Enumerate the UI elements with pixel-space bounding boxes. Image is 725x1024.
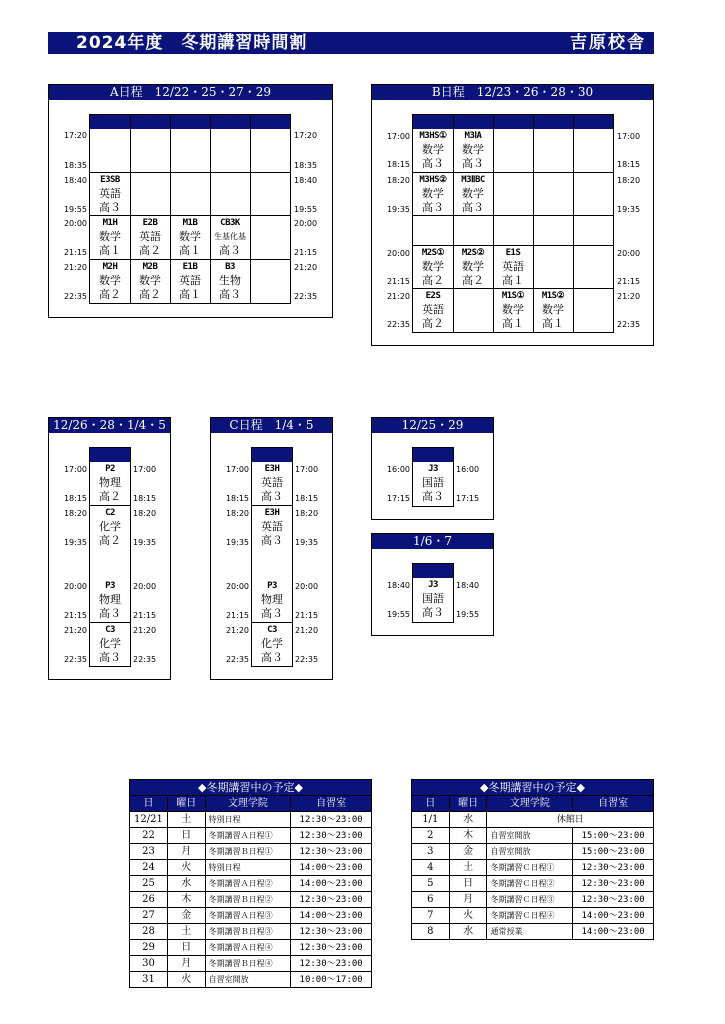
- column-header: 文理学院: [205, 796, 291, 812]
- table-caption: ◆冬期講習中の予定◆: [130, 780, 372, 796]
- date-cell: 25: [130, 876, 168, 892]
- weekday-cell: 木: [449, 828, 487, 844]
- time-label: 18:40: [386, 581, 410, 590]
- event-cell: 冬期講習Ｂ日程④: [205, 956, 291, 972]
- time-label: 22:35: [294, 292, 318, 301]
- date-cell: 8: [412, 924, 450, 940]
- class-cell: M2S② 数学 高２: [461, 248, 485, 287]
- class-cell: M3HS② 数学 高３: [419, 175, 447, 214]
- time-label: 19:35: [295, 538, 319, 547]
- weekday-cell: 土: [167, 812, 205, 828]
- time-label: 20:00: [133, 582, 157, 591]
- date-cell: 26: [130, 892, 168, 908]
- event-cell: 自習室開放: [487, 844, 573, 860]
- time-label: 21:20: [225, 626, 249, 635]
- event-cell: 冬期講習Ｂ日程①: [205, 844, 291, 860]
- study-room-cell: 15:00～23:00: [573, 844, 654, 860]
- table-row: [130, 972, 372, 988]
- column-header: 日: [130, 796, 168, 812]
- table-row: [130, 844, 372, 860]
- time-label: 17:00: [295, 465, 319, 474]
- study-room-cell: 12:30～23:00: [573, 876, 654, 892]
- event-cell: 冬期講習Ｂ日程②: [205, 892, 291, 908]
- date-cell: 5: [412, 876, 450, 892]
- table-row: [412, 860, 654, 876]
- class-cell: M1B 数学 高１: [179, 218, 201, 257]
- date-cell: 28: [130, 924, 168, 940]
- panel-b-grid: [412, 114, 614, 333]
- class-cell: J3 国語 高３: [422, 464, 444, 503]
- class-cell: M3ⅠA 数学 高３: [462, 131, 484, 170]
- weekday-cell: 火: [167, 972, 205, 988]
- study-room-cell: 12:30～23:00: [573, 860, 654, 876]
- table-row: [412, 876, 654, 892]
- class-cell: E1S 英語 高１: [502, 248, 524, 287]
- date-cell: 29: [130, 940, 168, 956]
- weekday-cell: 水: [449, 812, 487, 828]
- time-label: 17:15: [386, 494, 410, 503]
- column-header: 自習室: [291, 796, 372, 812]
- panel-c-schedule: [210, 417, 333, 680]
- class-cell: M2B 数学 高２: [139, 262, 161, 301]
- time-label: 17:00: [617, 132, 641, 141]
- weekday-cell: 日: [449, 876, 487, 892]
- time-label: 20:00: [63, 582, 87, 591]
- event-cell: 冬期講習Ａ日程②: [205, 876, 291, 892]
- time-label: 17:15: [456, 494, 480, 503]
- class-cell: C3 化学 高３: [261, 625, 283, 664]
- time-label: 18:15: [295, 494, 319, 503]
- date-cell: 22: [130, 828, 168, 844]
- time-label: 17:20: [63, 131, 87, 140]
- panel-a-schedule: [48, 84, 333, 318]
- event-cell: 冬期講習Ｂ日程③: [205, 924, 291, 940]
- column-header: 自習室: [573, 796, 654, 812]
- event-cell: 自習室開放: [487, 828, 573, 844]
- class-cell: J3 国語 高３: [422, 580, 444, 619]
- class-cell: C3 化学 高３: [99, 625, 121, 664]
- event-cell: 冬期講習Ａ日程④: [205, 940, 291, 956]
- event-cell: 冬期講習Ｃ日程①: [487, 860, 573, 876]
- class-cell: M3ⅡBC 数学 高３: [461, 175, 485, 214]
- grid-header: [252, 448, 292, 462]
- study-room-cell: 12:30～23:00: [291, 828, 372, 844]
- time-label: 19:55: [63, 205, 87, 214]
- panel-e-grid: [412, 447, 454, 507]
- time-label: 17:00: [63, 465, 87, 474]
- panel-d-grid: [89, 447, 131, 667]
- time-label: 16:00: [386, 465, 410, 474]
- time-label: 18:35: [294, 161, 318, 170]
- class-cell: E2B 英語 高２: [139, 218, 161, 257]
- time-label: 22:35: [225, 655, 249, 664]
- event-cell: 冬期講習Ａ日程③: [205, 908, 291, 924]
- class-cell: M1H 数学 高１: [99, 218, 121, 257]
- class-cell: E3H 英語 高３: [261, 508, 283, 547]
- weekday-cell: 金: [167, 908, 205, 924]
- weekday-cell: 金: [449, 844, 487, 860]
- table-row: [412, 844, 654, 860]
- study-room-cell: 12:30～23:00: [291, 956, 372, 972]
- time-label: 19:55: [456, 610, 480, 619]
- study-room-cell: 14:00～23:00: [291, 860, 372, 876]
- time-label: 21:15: [294, 248, 318, 257]
- class-cell: E3SB 英語 高３: [99, 175, 121, 214]
- class-cell: C2 化学 高２: [99, 508, 121, 547]
- weekday-cell: 土: [449, 860, 487, 876]
- date-cell: 24: [130, 860, 168, 876]
- date-cell: 1/1: [412, 812, 450, 828]
- table-row: [412, 924, 654, 940]
- time-label: 18:20: [63, 509, 87, 518]
- time-label: 21:20: [617, 292, 641, 301]
- panel-b-title: B日程 12/23・26・28・30: [372, 85, 653, 100]
- date-cell: 7: [412, 908, 450, 924]
- event-cell: 冬期講習Ｃ日程②: [487, 876, 573, 892]
- panel-a-grid: [89, 114, 291, 304]
- date-cell: 3: [412, 844, 450, 860]
- time-label: 19:35: [617, 205, 641, 214]
- time-label: 22:35: [617, 320, 641, 329]
- weekday-cell: 木: [167, 892, 205, 908]
- class-cell: P2 物理 高２: [99, 464, 121, 503]
- table-row: [130, 908, 372, 924]
- class-cell: M1S② 数学 高１: [541, 291, 565, 330]
- time-label: 20:00: [386, 249, 410, 258]
- event-cell: 特別日程: [205, 860, 291, 876]
- time-label: 20:00: [63, 219, 87, 228]
- study-room-cell: 12:30～23:00: [291, 812, 372, 828]
- time-label: 20:00: [295, 582, 319, 591]
- weekday-cell: 水: [449, 924, 487, 940]
- study-room-cell: 15:00～23:00: [573, 828, 654, 844]
- time-label: 21:20: [63, 626, 87, 635]
- event-cell: 通常授業: [487, 924, 573, 940]
- time-label: 21:20: [133, 626, 157, 635]
- time-label: 19:35: [386, 205, 410, 214]
- class-cell: E3H 英語 高３: [261, 464, 283, 503]
- column-header: 文理学院: [487, 796, 573, 812]
- study-room-cell: 14:00～23:00: [291, 908, 372, 924]
- date-cell: 23: [130, 844, 168, 860]
- time-label: 18:40: [63, 176, 87, 185]
- time-label: 21:15: [225, 611, 249, 620]
- table-row: [412, 892, 654, 908]
- weekday-cell: 水: [167, 876, 205, 892]
- table-row: [130, 876, 372, 892]
- time-label: 20:00: [617, 249, 641, 258]
- class-cell: P3 物理 高３: [99, 581, 121, 620]
- time-label: 21:20: [294, 263, 318, 272]
- time-label: 21:20: [386, 292, 410, 301]
- table-caption: ◆冬期講習中の予定◆: [412, 780, 654, 796]
- time-label: 18:15: [225, 494, 249, 503]
- time-label: 22:35: [63, 655, 87, 664]
- grid-header: [413, 564, 453, 578]
- time-label: 19:55: [294, 205, 318, 214]
- grid-header: [90, 448, 130, 462]
- class-cell: E1B 英語 高１: [179, 262, 201, 301]
- date-cell: 12/21: [130, 812, 168, 828]
- date-cell: 6: [412, 892, 450, 908]
- table-row: [412, 908, 654, 924]
- panel-c-grid: [251, 447, 293, 667]
- event-cell: 冬期講習Ｃ日程④: [487, 908, 573, 924]
- time-label: 22:35: [386, 320, 410, 329]
- date-cell: 4: [412, 860, 450, 876]
- weekday-cell: 日: [167, 828, 205, 844]
- study-room-cell: 12:30～23:00: [291, 892, 372, 908]
- panel-japanese-2-schedule: [371, 533, 494, 636]
- time-label: 21:15: [295, 611, 319, 620]
- study-room-cell: 12:30～23:00: [291, 940, 372, 956]
- class-cell: M1S① 数学 高１: [501, 291, 525, 330]
- column-header: 日: [412, 796, 450, 812]
- time-label: 21:15: [63, 248, 87, 257]
- weekday-cell: 月: [167, 844, 205, 860]
- time-label: 20:00: [225, 582, 249, 591]
- study-room-cell: 12:30～23:00: [291, 924, 372, 940]
- class-cell: B3 生物 高３: [219, 262, 241, 301]
- study-room-cell: 10:00～17:00: [291, 972, 372, 988]
- grid-header: [413, 448, 453, 462]
- time-label: 18:20: [617, 176, 641, 185]
- study-room-cell: 12:30～23:00: [573, 892, 654, 908]
- time-label: 18:15: [386, 160, 410, 169]
- time-label: 22:35: [133, 655, 157, 664]
- study-room-cell: 14:00～23:00: [573, 908, 654, 924]
- event-cell: 冬期講習Ｃ日程③: [487, 892, 573, 908]
- study-room-cell: 14:00～23:00: [291, 876, 372, 892]
- table-row: [130, 924, 372, 940]
- time-label: 19:35: [225, 538, 249, 547]
- table-row: [412, 812, 654, 828]
- time-label: 19:35: [63, 538, 87, 547]
- winter-schedule-table-left: [129, 779, 372, 988]
- table-row: [412, 828, 654, 844]
- time-label: 21:15: [63, 611, 87, 620]
- time-label: 18:40: [294, 176, 318, 185]
- table-row: [130, 812, 372, 828]
- study-room-cell: 12:30～23:00: [291, 844, 372, 860]
- time-label: 18:15: [133, 494, 157, 503]
- event-cell: 休館日: [487, 812, 654, 828]
- panel-b-schedule: [371, 84, 654, 346]
- time-label: 21:20: [295, 626, 319, 635]
- time-label: 19:35: [133, 538, 157, 547]
- grid-header: [413, 115, 613, 129]
- weekday-cell: 月: [449, 892, 487, 908]
- winter-schedule-table-right: [411, 779, 654, 940]
- panel-a-title: A日程 12/22・25・27・29: [49, 85, 332, 100]
- table-row: [130, 956, 372, 972]
- event-cell: 特別日程: [205, 812, 291, 828]
- weekday-cell: 月: [167, 956, 205, 972]
- weekday-cell: 火: [167, 860, 205, 876]
- title-bar: [48, 32, 654, 54]
- weekday-cell: 火: [449, 908, 487, 924]
- time-label: 21:15: [617, 277, 641, 286]
- class-cell: M2H 数学 高２: [99, 262, 121, 301]
- time-label: 18:35: [63, 161, 87, 170]
- panel-d-title: 12/26・28・1/4・5: [49, 418, 170, 433]
- time-label: 22:35: [295, 655, 319, 664]
- date-cell: 2: [412, 828, 450, 844]
- time-label: 18:15: [617, 160, 641, 169]
- table-row: [130, 828, 372, 844]
- class-cell: M2S① 数学 高２: [421, 248, 445, 287]
- time-label: 21:20: [63, 263, 87, 272]
- time-label: 19:55: [386, 610, 410, 619]
- study-room-cell: 14:00～23:00: [573, 924, 654, 940]
- time-label: 20:00: [294, 219, 318, 228]
- panel-japanese-1-schedule: [371, 417, 494, 520]
- weekday-cell: 土: [167, 924, 205, 940]
- time-label: 22:35: [63, 292, 87, 301]
- time-label: 18:20: [133, 509, 157, 518]
- panel-e-title: 12/25・29: [372, 418, 493, 433]
- class-cell: M3HS① 数学 高３: [419, 131, 447, 170]
- time-label: 16:00: [456, 465, 480, 474]
- time-label: 17:00: [225, 465, 249, 474]
- panel-physics-chem-schedule: [48, 417, 171, 680]
- event-cell: 自習室開放: [205, 972, 291, 988]
- date-cell: 27: [130, 908, 168, 924]
- time-label: 18:15: [63, 494, 87, 503]
- panel-f-grid: [412, 563, 454, 623]
- table-row: [130, 940, 372, 956]
- weekday-cell: 日: [167, 940, 205, 956]
- column-header: 曜日: [449, 796, 487, 812]
- table-row: [130, 892, 372, 908]
- time-label: 18:20: [386, 176, 410, 185]
- time-label: 17:00: [386, 132, 410, 141]
- time-label: 21:15: [133, 611, 157, 620]
- grid-header: [90, 115, 290, 129]
- date-cell: 31: [130, 972, 168, 988]
- panel-c-title: C日程 1/4・5: [211, 418, 332, 433]
- class-cell: P3 物理 高３: [261, 581, 283, 620]
- time-label: 17:00: [133, 465, 157, 474]
- page-title: 2024年度 冬期講習時間割: [76, 33, 308, 53]
- time-label: 17:20: [294, 131, 318, 140]
- event-cell: 冬期講習Ａ日程①: [205, 828, 291, 844]
- table-row: [130, 860, 372, 876]
- time-label: 18:40: [456, 581, 480, 590]
- column-header: 曜日: [167, 796, 205, 812]
- time-label: 18:20: [225, 509, 249, 518]
- school-name: 吉原校舎: [570, 33, 646, 53]
- panel-f-title: 1/6・7: [372, 534, 493, 549]
- time-label: 18:20: [295, 509, 319, 518]
- class-cell: CB3K 生基化基 高３: [214, 218, 246, 257]
- class-cell: E2S 英語 高２: [422, 291, 444, 330]
- time-label: 21:15: [386, 277, 410, 286]
- date-cell: 30: [130, 956, 168, 972]
